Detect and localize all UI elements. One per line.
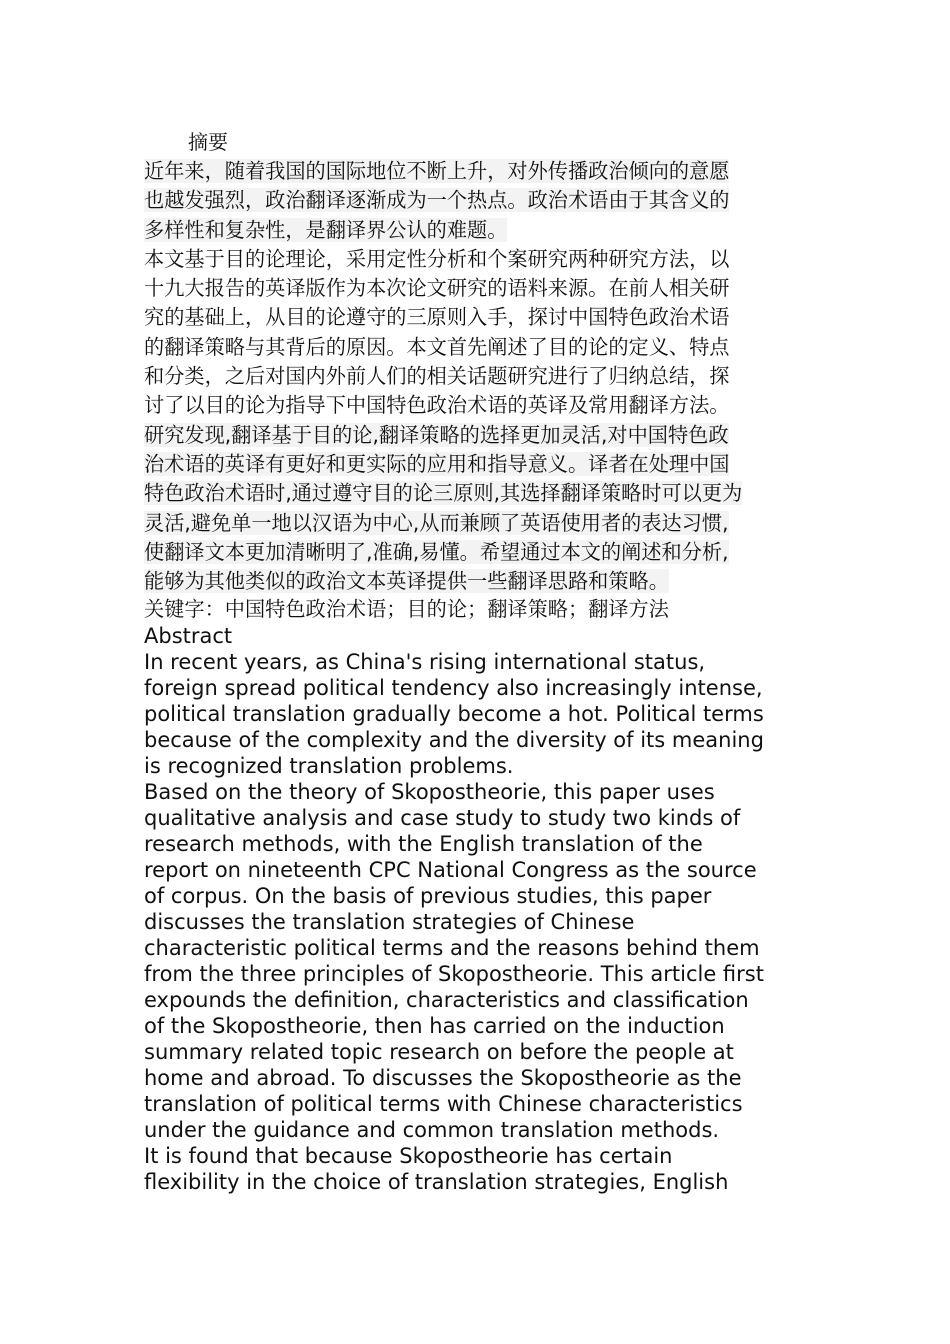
document-page [144,128,808,1195]
chinese-abstract-title: 摘要 [188,130,228,154]
chinese-paragraph-2 [144,245,808,421]
english-abstract-title: Abstract [144,624,233,649]
english-paragraph-3: It is found that because Skopostheorie has certain flexibility in the choice of translation strategies, English [144,1144,729,1195]
chinese-paragraph-1-text: 近年来，随着我国的国际地位不断上升，对外传播政治倾向的意愿 也越发强烈，政治翻译逐渐成为一个热点。政治术语由于其含义的 多样性和复杂性，是翻译界公认的难题。 [144,159,730,242]
english-paragraph-2: Based on the theory of Skopostheorie, this paper uses qualitative analysis and case study to study two kinds of research methods, with the English translation of the report on nineteenth CPC National Congress as the source of corpus. On the basis of previous studies, this paper discusses the translation strategies of Chinese characteristic political terms and the reasons behind them from the three principles of Skopostheorie. This article first expounds the definition, characteristics and classification of the Skopostheorie, then has carried on the induction summary related topic research on before the people at home and abroad. To discusses the Skopostheorie as the translation of political terms with Chinese characteristics under the guidance and common translation methods. [144,780,764,1143]
chinese-paragraph-3-text: 研究发现,翻译基于目的论,翻译策略的选择更加灵活,对中国特色政 治术语的英译有更好和更实际的应用和指导意义。译者在处理中国 特色政治术语时,通过遵守目的论三原则,其选择翻译策略时可以更为 灵活,避免单一地以汉语为中心,从而兼顾了英语使用者的表达习惯, 使翻译文本更加清晰明了,准确,易懂。希望通过本文的阐述和分析, 能够为其他类似的政治文本英译提供一些翻译思路和策略。 [144,422,743,594]
chinese-paragraph-3 [144,421,808,597]
english-paragraph-1: In recent years, as China's rising international status, foreign spread political tendency also increasingly intense, political translation gradually become a hot. Political terms because of the complexity and the diversity of its meaning is recognized translation problems. [144,650,764,779]
chinese-keywords: 关键字：中国特色政治术语；目的论；翻译策略；翻译方法 [144,597,669,622]
chinese-paragraph-2-text: 本文基于目的论理论，采用定性分析和个案研究两种研究方法，以 十九大报告的英译版作为本次论文研究的语料来源。在前人相关研 究的基础上，从目的论遵守的三原则入手，探讨中国特色政治术语 的翻译策略与其背后的原因。本文首先阐述了目的论的定义、特点 和分类，之后对国内外前人们的相关话题研究进行了归纳总结，探 讨了以目的论为指导下中国特色政治术语的英译及常用翻译方法。 [144,246,730,418]
chinese-paragraph-1 [144,157,808,245]
